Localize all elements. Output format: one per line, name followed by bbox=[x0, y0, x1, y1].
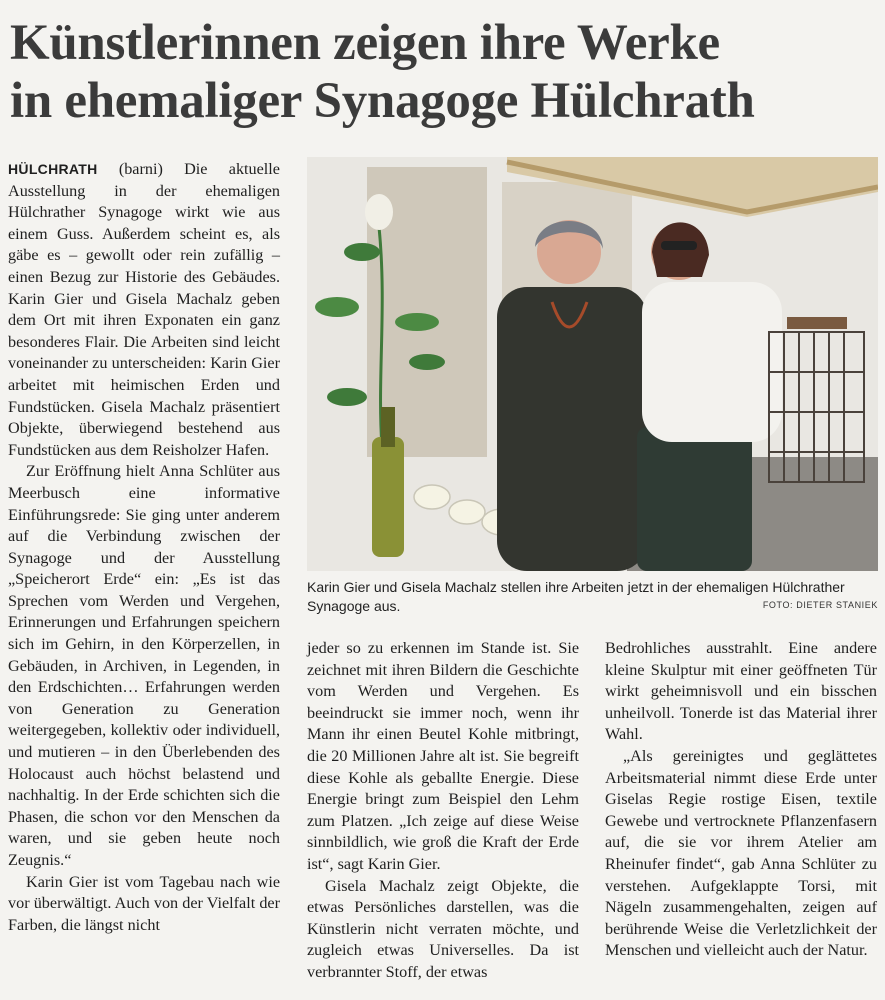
headline-line-2: in ehemaliger Synagoge Hülchrath bbox=[10, 73, 755, 129]
article-column-3 bbox=[605, 638, 877, 962]
article-paragraph-6: Bedrohliches ausstrahlt. Eine andere kleine Skulptur mit einer geöffneten Tür wirkt geheimnisvoll und ein bisschen unheilvoll. Tonerde ist das Material ihrer Wahl. bbox=[605, 639, 877, 744]
photo-illustration bbox=[307, 157, 878, 571]
article-paragraph-5: Gisela Machalz zeigt Objekte, die etwas Persönliches darstellen, was die Künstlerin nicht verraten möchte, und zugleich etwas Universelles. Da ist verbrannter Stoff, der etwas bbox=[307, 876, 579, 981]
article-paragraph-3: Karin Gier ist vom Tagebau nach wie vor überwältigt. Auch von der Vielfalt der Farben, die längst nicht bbox=[8, 872, 280, 934]
paragraph-1-text: (barni) Die aktuelle Ausstellung in der ehemaligen Hülchrather Synagoge wirkt wie aus einem Guss. Außerdem scheint es, als gäbe es – gewollt oder rein zufällig – einen Bezug zur Historie des Gebäudes. Karin Gier und Gisela Machalz geben dem Ort mit ihren Exponaten ein ganz besonderes Flair. Die Arbeiten sind leicht voneinander zu unterscheiden: Karin Gier arbeitet mit heimischen Erden und Fundstücken. Gisela Machalz präsentiert Objekte, überwiegend bestehend aus Fundstücken aus dem Reisholzer Hafen. bbox=[8, 160, 280, 459]
photo-caption: Karin Gier und Gisela Machalz stellen ihre Arbeiten jetzt in der ehemaligen Hülchrather Synagoge aus. bbox=[307, 579, 845, 614]
article-paragraph-2: Zur Eröffnung hielt Anna Schlüter aus Meerbusch eine informative Einführungsrede: Sie ging unter anderem auf die Verbindung zwischen der Synagoge und der Ausstellung „Speicherort Erde“ ein: „Es ist das Sprechen vom Werden und Vergehen, Erinnerungen und Erfahrungen speichern sich im Gehirn, in den Körperzellen, in Gebäuden, in Archiven, in Legenden, in den Erdschichten… Erfahrungen werden von Generation zu Generation weitergegeben, kollektiv oder individuell, und mutieren – in den Überlebenden des Holocaust auch höchst belastend und nachhaltig. In der Erde schichten sich die Phasen, die schon vor den Menschen da waren, und sie geben heute noch Zeugnis.“ bbox=[8, 462, 280, 869]
article-paragraph-4: jeder so zu erkennen im Stande ist. Sie zeichnet mit ihren Bildern die Geschichte vom Werden und Vergehen. Es beeindruckt sie immer noch, wenn ihr Mann ihr einen Beutel Kohle mitbringt, die 20 Millionen Jahre alt ist. Sie begreift diese Kohle als geballte Energie. Diese Energie bringt zum Beispiel den Lehm zum Platzen. „Ich zeige auf diese Weise sinnbildlich, wie groß die Kraft der Erde ist“, sagt Karin Gier. bbox=[307, 639, 579, 873]
article-column-2 bbox=[307, 638, 579, 984]
photo-credit: FOTO: DIETER STANIEK bbox=[762, 600, 878, 610]
dateline: HÜLCHRATH bbox=[8, 161, 98, 177]
headline bbox=[10, 14, 880, 130]
article-paragraph-1 bbox=[8, 159, 280, 461]
article-paragraph-7: „Als gereinigtes und geglättetes Arbeitsmaterial nimmt diese Erde unter Giselas Regie rostige Eisen, textile Gewebe und vertrocknete Pflanzenfasern auf, die sie vor ihrem Atelier am Rheinufer findet“, gab Anna Schlüter zu verstehen. Aufgeklappte Torsi, mit Nägeln zusammengehalten, zeigen auf berührende Weise die Verletzlichkeit der Menschen und vielleicht auch der Natur. bbox=[605, 746, 877, 960]
article-photo bbox=[307, 157, 878, 571]
article-column-1 bbox=[8, 159, 280, 936]
headline-line-1: Künstlerinnen zeigen ihre Werke bbox=[10, 15, 720, 71]
